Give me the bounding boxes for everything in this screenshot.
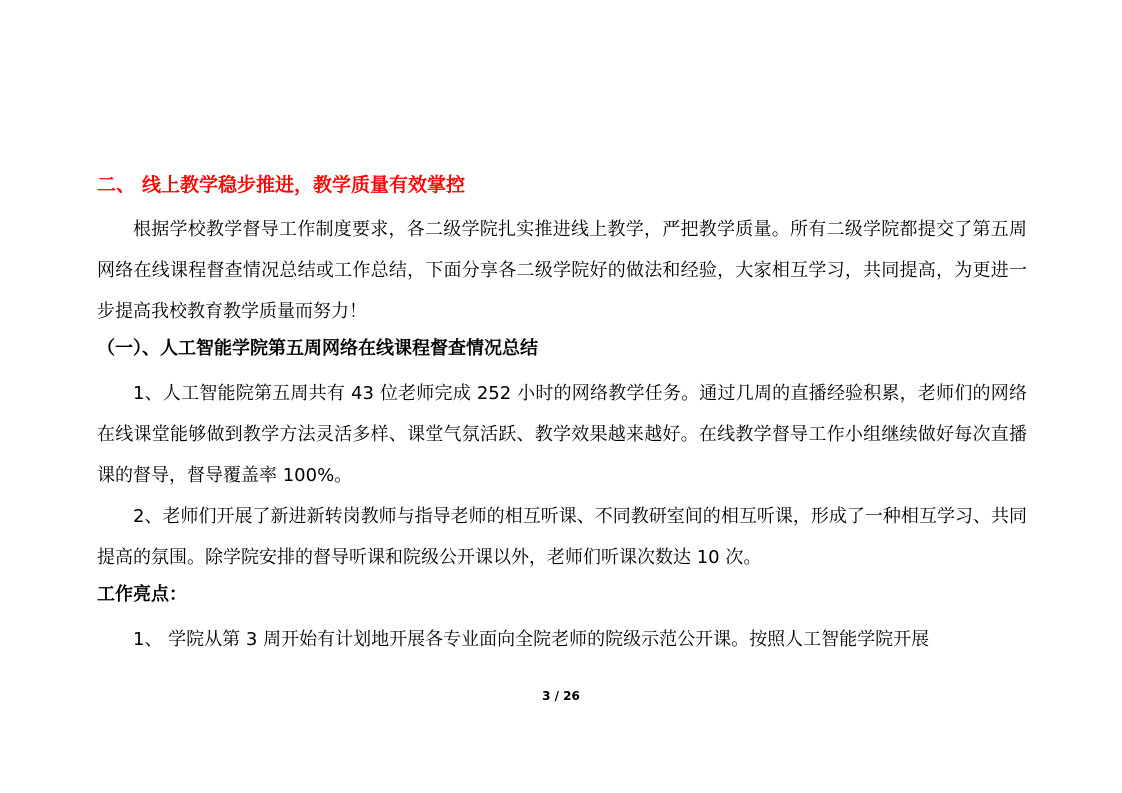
subsection-heading: （一）、人工智能学院第五周网络在线课程督查情况总结 <box>97 338 538 359</box>
highlight-item-1: 1、 学院从第 3 周开始有计划地开展各专业面向全院老师的院级示范公开课。按照人工智能学院开展 <box>133 629 930 650</box>
section-heading <box>97 168 1027 202</box>
page-content <box>97 168 1027 660</box>
body-paragraph-1: 1、人工智能院第五周共有 43 位老师完成 252 小时的网络教学任务。通过几周的直播经验积累，老师们的网络在线课堂能够做到教学方法灵活多样、课堂气氛活跃、教学效果越来越好。在线教学督导工作小组继续做好每次直播课的督导，督导覆盖率 100%。 <box>97 383 1027 486</box>
highlights-label: 工作亮点： <box>97 584 187 605</box>
section-title: 线上教学稳步推进，教学质量有效掌控 <box>142 174 466 196</box>
page-number-footer: 3 / 26 <box>542 689 580 703</box>
intro-paragraph: 根据学校教学督导工作制度要求，各二级学院扎实推进线上教学，严把教学质量。所有二级学院都提交了第五周网络在线课程督查情况总结或工作总结，下面分享各二级学院好的做法和经验，大家相互学习，共同提高，为更进一步提高我校教育教学质量而努力！ <box>97 219 1027 322</box>
body-paragraph-2: 2、老师们开展了新进新转岗教师与指导老师的相互听课、不同教研室间的相互听课，形成了一种相互学习、共同提高的氛围。除学院安排的督导听课和院级公开课以外，老师们听课次数达 10 次。 <box>97 506 1027 568</box>
section-number: 二、 <box>97 174 136 196</box>
